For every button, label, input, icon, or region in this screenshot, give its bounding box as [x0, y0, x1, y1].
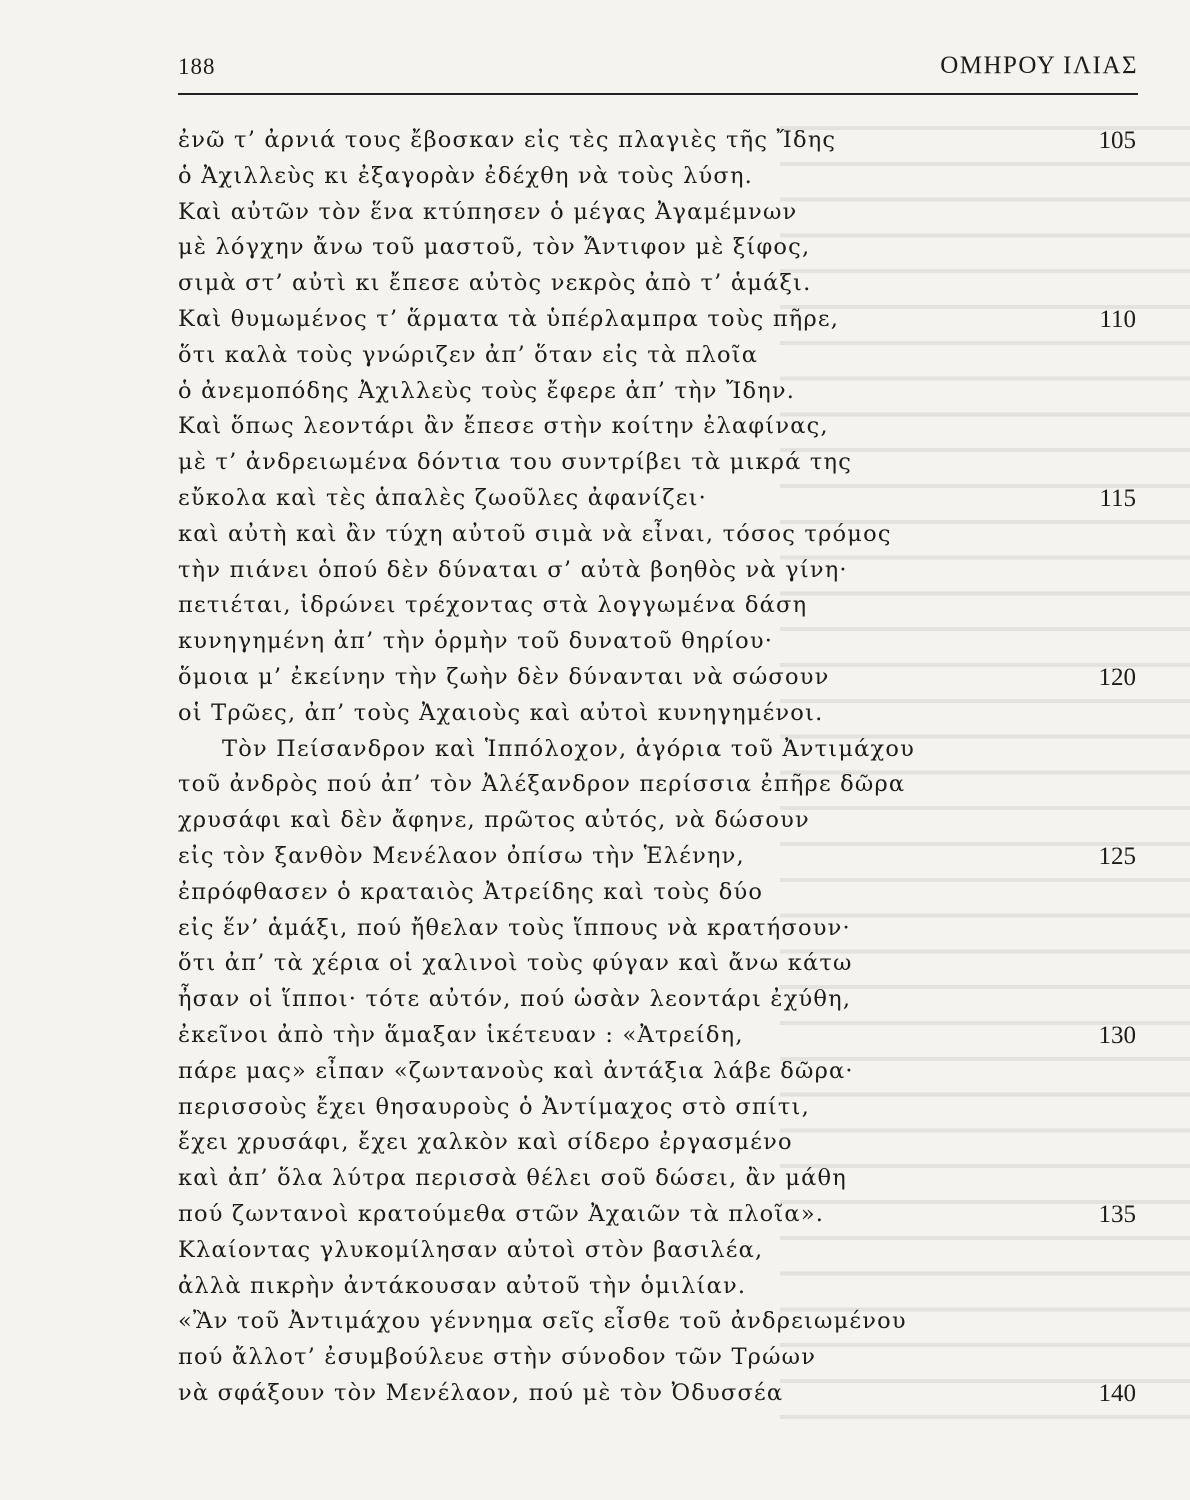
verse-line [178, 1054, 1138, 1090]
verse-text: μὲ τ’ ἀνδρειωμένα δόντια του συντρίβει τὰ μικρά της [178, 449, 853, 476]
verse-text: καὶ ἀπ’ ὅλα λύτρα περισσὰ θέλει σοῦ δώσει, ἂν μάθη [178, 1165, 847, 1192]
verse-text: Κλαίοντας γλυκομίλησαν αὐτοὶ στὸν βασιλέα, [178, 1236, 764, 1263]
verse-line [178, 624, 1138, 660]
verse-text: εἰς τὸν ξανθὸν Μενέλαον ὀπίσω τὴν Ἑλένην, [178, 842, 745, 869]
line-number: 140 [1098, 1379, 1136, 1407]
verse-block [178, 123, 1138, 1412]
verse-text: καὶ αὐτὴ καὶ ἂν τύχη αὐτοῦ σιμὰ νὰ εἶναι, τόσος τρόμος [178, 520, 892, 547]
verse-line [178, 839, 1138, 875]
verse-text: Καὶ ὅπως λεοντάρι ἂν ἔπεσε στὴν κοίτην ἐλαφίνας, [178, 413, 829, 440]
line-number: 130 [1098, 1021, 1136, 1049]
verse-line [178, 553, 1138, 589]
verse-text: ἀλλὰ πικρὴν ἀντάκουσαν αὐτοῦ τὴν ὁμιλίαν. [178, 1272, 747, 1299]
verse-text: τοῦ ἀνδρὸς πού ἀπ’ τὸν Ἀλέξανδρον περίσσια ἐπῆρε δῶρα [178, 771, 906, 798]
verse-line [178, 1161, 1138, 1197]
verse-text: ἐνῶ τ’ ἀρνιά τους ἔβοσκαν εἰς τὲς πλαγιὲς τῆς Ἴδης [178, 127, 837, 153]
verse-text: περισσοὺς ἔχει θησαυροὺς ὁ Ἀντίμαχος στὸ σπίτι, [178, 1093, 810, 1120]
verse-text: σιμὰ στ’ αὐτὶ κι ἔπεσε αὐτὸς νεκρὸς ἀπὸ τ’ ἁμάξι. [178, 270, 812, 297]
verse-text: πού ἄλλοτ’ ἐσυμβούλευε στὴν σύνοδον τῶν Τρώων [178, 1344, 817, 1371]
verse-text: «Ἂν τοῦ Ἀντιμάχου γέννημα σεῖς εἶσθε τοῦ ἀνδρειωμένου [178, 1308, 907, 1335]
verse-text: ὅτι καλὰ τοὺς γνώριζεν ἀπ’ ὅταν εἰς τὰ πλοῖα [178, 341, 759, 368]
verse-text: εἰς ἕν’ ἁμάξι, πού ἤθελαν τοὺς ἵππους νὰ κρατήσουν· [178, 914, 851, 941]
verse-line [178, 1269, 1138, 1305]
verse-line [178, 982, 1138, 1018]
verse-line [178, 660, 1138, 696]
page-number: 188 [178, 54, 216, 79]
verse-text: ἔχει χρυσάφι, ἔχει χαλκὸν καὶ σίδερο ἐργασμένο [178, 1129, 793, 1156]
verse-text: κυνηγημένη ἀπ’ τὴν ὁρμὴν τοῦ δυνατοῦ θηρίου· [178, 628, 774, 655]
verse-text: ὅμοια μ’ ἐκείνην τὴν ζωὴν δὲν δύνανται νὰ σώσουν [178, 663, 830, 690]
running-head [178, 50, 1138, 90]
verse-line [178, 1018, 1138, 1054]
header-rule [178, 93, 1138, 95]
verse-line [178, 123, 1138, 159]
verse-text: ὅτι ἀπ’ τὰ χέρια οἱ χαλινοὶ τοὺς φύγαν καὶ ἄνω κάτω [178, 950, 853, 977]
verse-text: ὁ Ἀχιλλεὺς κι ἐξαγορὰν ἐδέχθη νὰ τοὺς λύση. [178, 162, 754, 189]
verse-text: τὴν πιάνει ὁπού δὲν δύναται σ’ αὐτὰ βοηθὸς νὰ γίνη· [178, 556, 848, 583]
line-number: 105 [1098, 127, 1136, 154]
verse-line [178, 732, 1138, 768]
verse-line [178, 1197, 1138, 1233]
verse-line [178, 195, 1138, 231]
line-number: 120 [1098, 663, 1136, 691]
verse-line [178, 588, 1138, 624]
verse-line [178, 409, 1138, 445]
verse-line [178, 767, 1138, 803]
verse-line [178, 1376, 1138, 1412]
verse-line [178, 230, 1138, 266]
book-title: ΟΜΗΡΟΥ ΙΛΙΑΣ [940, 52, 1138, 79]
verse-text: πετιέται, ἱδρώνει τρέχοντας στὰ λογγωμένα δάση [178, 592, 808, 619]
verse-text: ἐπρόφθασεν ὁ κραταιὸς Ἀτρείδης καὶ τοὺς δύο [178, 878, 764, 905]
verse-text: ἐκεῖνοι ἀπὸ τὴν ἅμαξαν ἱκέτευαν : «Ἀτρείδη, [178, 1021, 744, 1048]
verse-line [178, 302, 1138, 338]
verse-line [178, 266, 1138, 302]
verse-line [178, 696, 1138, 732]
line-number: 135 [1098, 1200, 1136, 1228]
verse-text: εὔκολα καὶ τὲς ἁπαλὲς ζωοῦλες ἀφανίζει· [178, 484, 708, 511]
verse-line [178, 517, 1138, 553]
verse-line [178, 875, 1138, 911]
verse-text: Καὶ θυμωμένος τ’ ἅρματα τὰ ὑπέρλαμπρα τοὺς πῆρε, [178, 305, 840, 332]
verse-text: μὲ λόγχην ἄνω τοῦ μαστοῦ, τὸν Ἄντιφον μὲ ξίφος, [178, 234, 811, 261]
verse-text: ὁ ἀνεμοπόδης Ἀχιλλεὺς τοὺς ἔφερε ἀπ’ τὴν Ἴδην. [178, 377, 796, 404]
verse-line [178, 803, 1138, 839]
verse-line [178, 445, 1138, 481]
verse-line [178, 1090, 1138, 1126]
verse-line [178, 374, 1138, 410]
verse-text: πάρε μας» εἶπαν «ζωντανοὺς καὶ ἀντάξια λάβε δῶρα· [178, 1057, 854, 1084]
verse-text: νὰ σφάξουν τὸν Μενέλαον, πού μὲ τὸν Ὀδυσσέα [178, 1379, 784, 1406]
verse-line [178, 481, 1138, 517]
verse-text: πού ζωντανοὶ κρατούμεθα στῶν Ἀχαιῶν τὰ πλοῖα». [178, 1200, 825, 1227]
verse-text: οἱ Τρῶες, ἀπ’ τοὺς Ἀχαιοὺς καὶ αὐτοὶ κυνηγημένοι. [178, 699, 824, 726]
verse-text: ἦσαν οἱ ἵπποι· τότε αὐτόν, πού ὡσὰν λεοντάρι ἐχύθη, [178, 986, 852, 1013]
verse-line [178, 1304, 1138, 1340]
verse-text: χρυσάφι καὶ δὲν ἄφηνε, πρῶτος αὐτός, νὰ δώσουν [178, 807, 810, 834]
verse-line [178, 1125, 1138, 1161]
line-number: 115 [1099, 484, 1136, 512]
verse-line [178, 1233, 1138, 1269]
verse-line [178, 159, 1138, 195]
line-number: 110 [1099, 305, 1136, 333]
verse-line [178, 338, 1138, 374]
verse-text: Τὸν Πείσανδρον καὶ Ἱππόλοχον, ἀγόρια τοῦ Ἀντιμάχου [222, 735, 915, 762]
verse-text: Καὶ αὐτῶν τὸν ἕνα κτύπησεν ὁ μέγας Ἀγαμέμνων [178, 198, 798, 225]
verse-line [178, 911, 1138, 947]
line-number: 125 [1098, 842, 1136, 870]
verse-line [178, 946, 1138, 982]
verse-line [178, 1340, 1138, 1376]
